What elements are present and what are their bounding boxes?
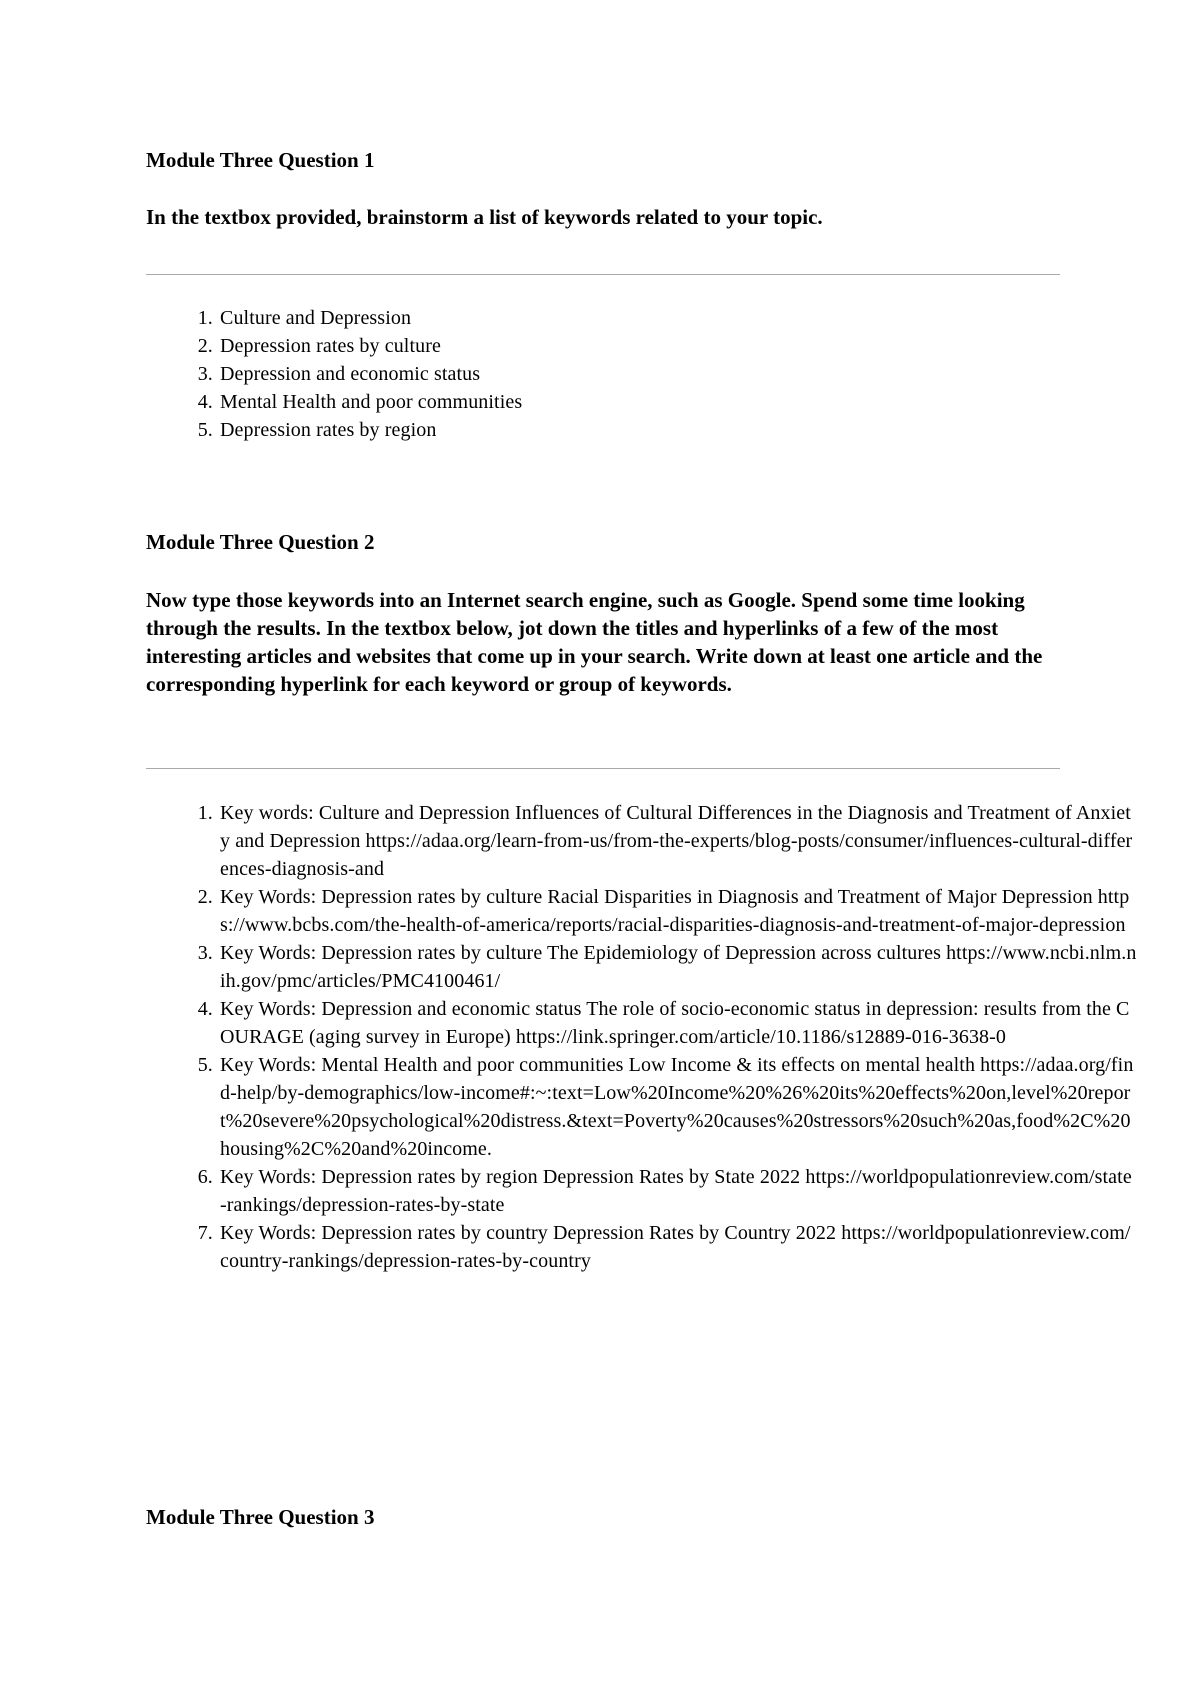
list-item: 5. Depression rates by region xyxy=(218,416,1138,444)
q3-title: Module Three Question 3 xyxy=(146,1505,375,1529)
list-item: 2. Depression rates by culture xyxy=(218,332,1138,360)
list-item: 1. Culture and Depression xyxy=(218,304,1138,332)
list-item: 1. Key words: Culture and Depression Influences of Cultural Differences in the Diagnosis and Treatment of Anxiety and Depression https://adaa.org/learn-from-us/from-the-experts/blog-posts/consumer/influences-cultural-differences-diagnosis-and xyxy=(218,799,1138,883)
list-item: 5. Key Words: Mental Health and poor communities Low Income & its effects on mental health https://adaa.org/find-help/by-demographics/low-income#:~:text=Low%20Income%20%26%20its%20effects%20on,level%20report%20severe%20psychological%20distress.&text=Poverty%20causes%20stressors%20such%20as,food%2C%20housing%2C%20and%20income. xyxy=(218,1051,1138,1163)
list-item: 3. Key Words: Depression rates by culture The Epidemiology of Depression across cultures https://www.ncbi.nlm.nih.gov/pmc/articles/PMC4100461/ xyxy=(218,939,1138,995)
list-item: 6. Key Words: Depression rates by region Depression Rates by State 2022 https://worldpopulationreview.com/state-rankings/depression-rates-by-state xyxy=(218,1163,1138,1219)
q1-answer-list xyxy=(146,304,1138,444)
list-item: 2. Key Words: Depression rates by culture Racial Disparities in Diagnosis and Treatment of Major Depression https://www.bcbs.com/the-health-of-america/reports/racial-disparities-diagnosis-and-treatment-of-major-depression xyxy=(218,883,1138,939)
q2-title: Module Three Question 2 xyxy=(146,530,375,554)
q1-prompt: In the textbox provided, brainstorm a list of keywords related to your topic. xyxy=(146,205,823,229)
list-item: 4. Key Words: Depression and economic status The role of socio-economic status in depression: results from the COURAGE (aging survey in Europe) https://link.springer.com/article/10.1186/s12889-016-3638-0 xyxy=(218,995,1138,1051)
list-item: 4. Mental Health and poor communities xyxy=(218,388,1138,416)
q2-answer-list xyxy=(146,799,1138,1275)
list-item: 3. Depression and economic status xyxy=(218,360,1138,388)
list-item: 7. Key Words: Depression rates by country Depression Rates by Country 2022 https://worldpopulationreview.com/country-rankings/depression-rates-by-country xyxy=(218,1219,1138,1275)
q1-title: Module Three Question 1 xyxy=(146,148,375,172)
q1-textbox-divider xyxy=(146,274,1060,275)
q2-prompt: Now type those keywords into an Internet search engine, such as Google. Spend some time looking through the results. In the textbox below, jot down the titles and hyperlinks of a few of the most interesting articles and websites that come up in your search. Write down at least one article and the corresponding hyperlink for each keyword or group of keywords. xyxy=(146,588,1043,696)
q2-textbox-divider xyxy=(146,768,1060,769)
